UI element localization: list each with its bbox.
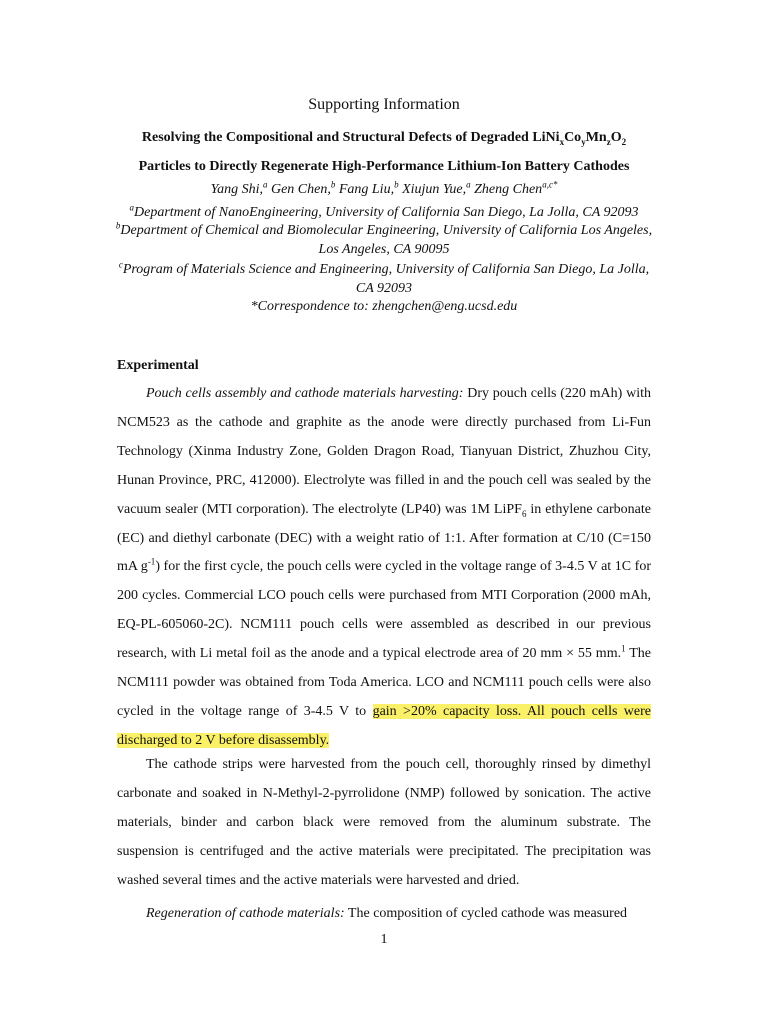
author: Fang Liu,$^b$ [335,179,399,197]
author: Xiujun Yue,$^a$ [398,179,471,197]
author: Gen Chen,$^b$ [267,179,336,197]
author-list [0,179,768,198]
affiliation-a: $^a$Department of NanoEngineering, University of California San Diego, La Jolla, CA 92093 [129,202,639,220]
paragraph-pouch-cells: Pouch cells assembly and cathode materials harvesting: Dry pouch cells (220 mAh) with NCM523 as the cathode and graphite as the anode were directly purchased from Li-Fun Technology (Xinma Industry Zone, Golden Dragon Road, Tianyuan District, Zhuzhou City, Hunan Province, PRC, 412000). Electrolyte was filled in and the pouch cell was sealed by the vacuum sealer (MTI corporation). The electrolyte (LP40) was 1M LiPF$_6$ in ethylene carbonate (EC) and diethyl carbonate (DEC) with a weight ratio of 1:1. After formation at C/10 (C=150 mA $g^{-1}$) for the first cycle, the pouch cells were cycled in the voltage range of 3-4.5 V at 1C for 200 cycles. Commercial LCO pouch cells were purchased from MTI Corporation (2000 mAh, EQ-PL-605060-2C). NCM111 pouch cells were assembled as described in our previous research, with Li metal foil as the anode and a typical electrode area of 20 mm × 55 mm.$^1$ The NCM111 powder was obtained from Toda America. LCO and NCM111 pouch cells were also cycled in the voltage range of 3-4.5 V to gain >20% capacity loss. All pouch cells were discharged to 2 V before disassembly. [117,386,652,748]
highlighted-text: gain >20% capacity loss. All pouch cells were discharged to 2 V before disassembly. [117,703,651,748]
page-number: 1 [380,932,388,947]
paper-title-line-2: Particles to Directly Regenerate High-Performance Lithium-Ion Battery Cathodes [138,159,630,174]
paper-title-line-1 [0,130,768,146]
document-title: Supporting Information [308,96,460,113]
subscript: z [606,136,611,147]
subscript: y [581,136,586,147]
paragraph-cathode-strips: The cathode strips were harvested from the pouch cell, thoroughly rinsed by dimethyl carbonate and soaked in N-Methyl-2-pyrrolidone (NMP) followed by sonication. The active materials, binder and carbon black were removed from the aluminum substrate. The suspension is centrifuged and the active materials were precipitated. The precipitation was washed several times and the active materials were harvested and dried. [117,757,651,888]
subscript: x [559,136,565,147]
author: Yang Shi,$^a$ [210,179,268,197]
paragraph-regeneration: Regeneration of cathode materials: The composition of cycled cathode was measured [146,906,628,921]
title-text: O [610,130,622,145]
author: Zheng Chen$^{a,c*}$ [470,179,558,197]
reference-marker: 1 [621,643,626,654]
paragraph-lead: Regeneration of cathode materials: [146,906,345,921]
title-text: Mn [585,130,607,145]
correspondence-email: *Correspondence to: zhengchen@eng.ucsd.edu [250,299,518,314]
affiliation-b: $^b$Department of Chemical and Biomolecular Engineering, University of California Los Angeles, Los Angeles, CA 90095 [115,220,653,257]
title-text: Resolving the Compositional and Structural Defects of Degraded LiNi [141,130,560,145]
subscript: 2 [621,136,627,147]
affiliation-c: $^c$Program of Materials Science and Engineering, University of California San Diego, La Jolla, CA 92093 [118,259,650,296]
section-heading: Experimental [117,358,199,373]
title-text: Co [564,130,582,145]
paragraph-lead: Pouch cells assembly and cathode materials harvesting: [146,386,464,401]
